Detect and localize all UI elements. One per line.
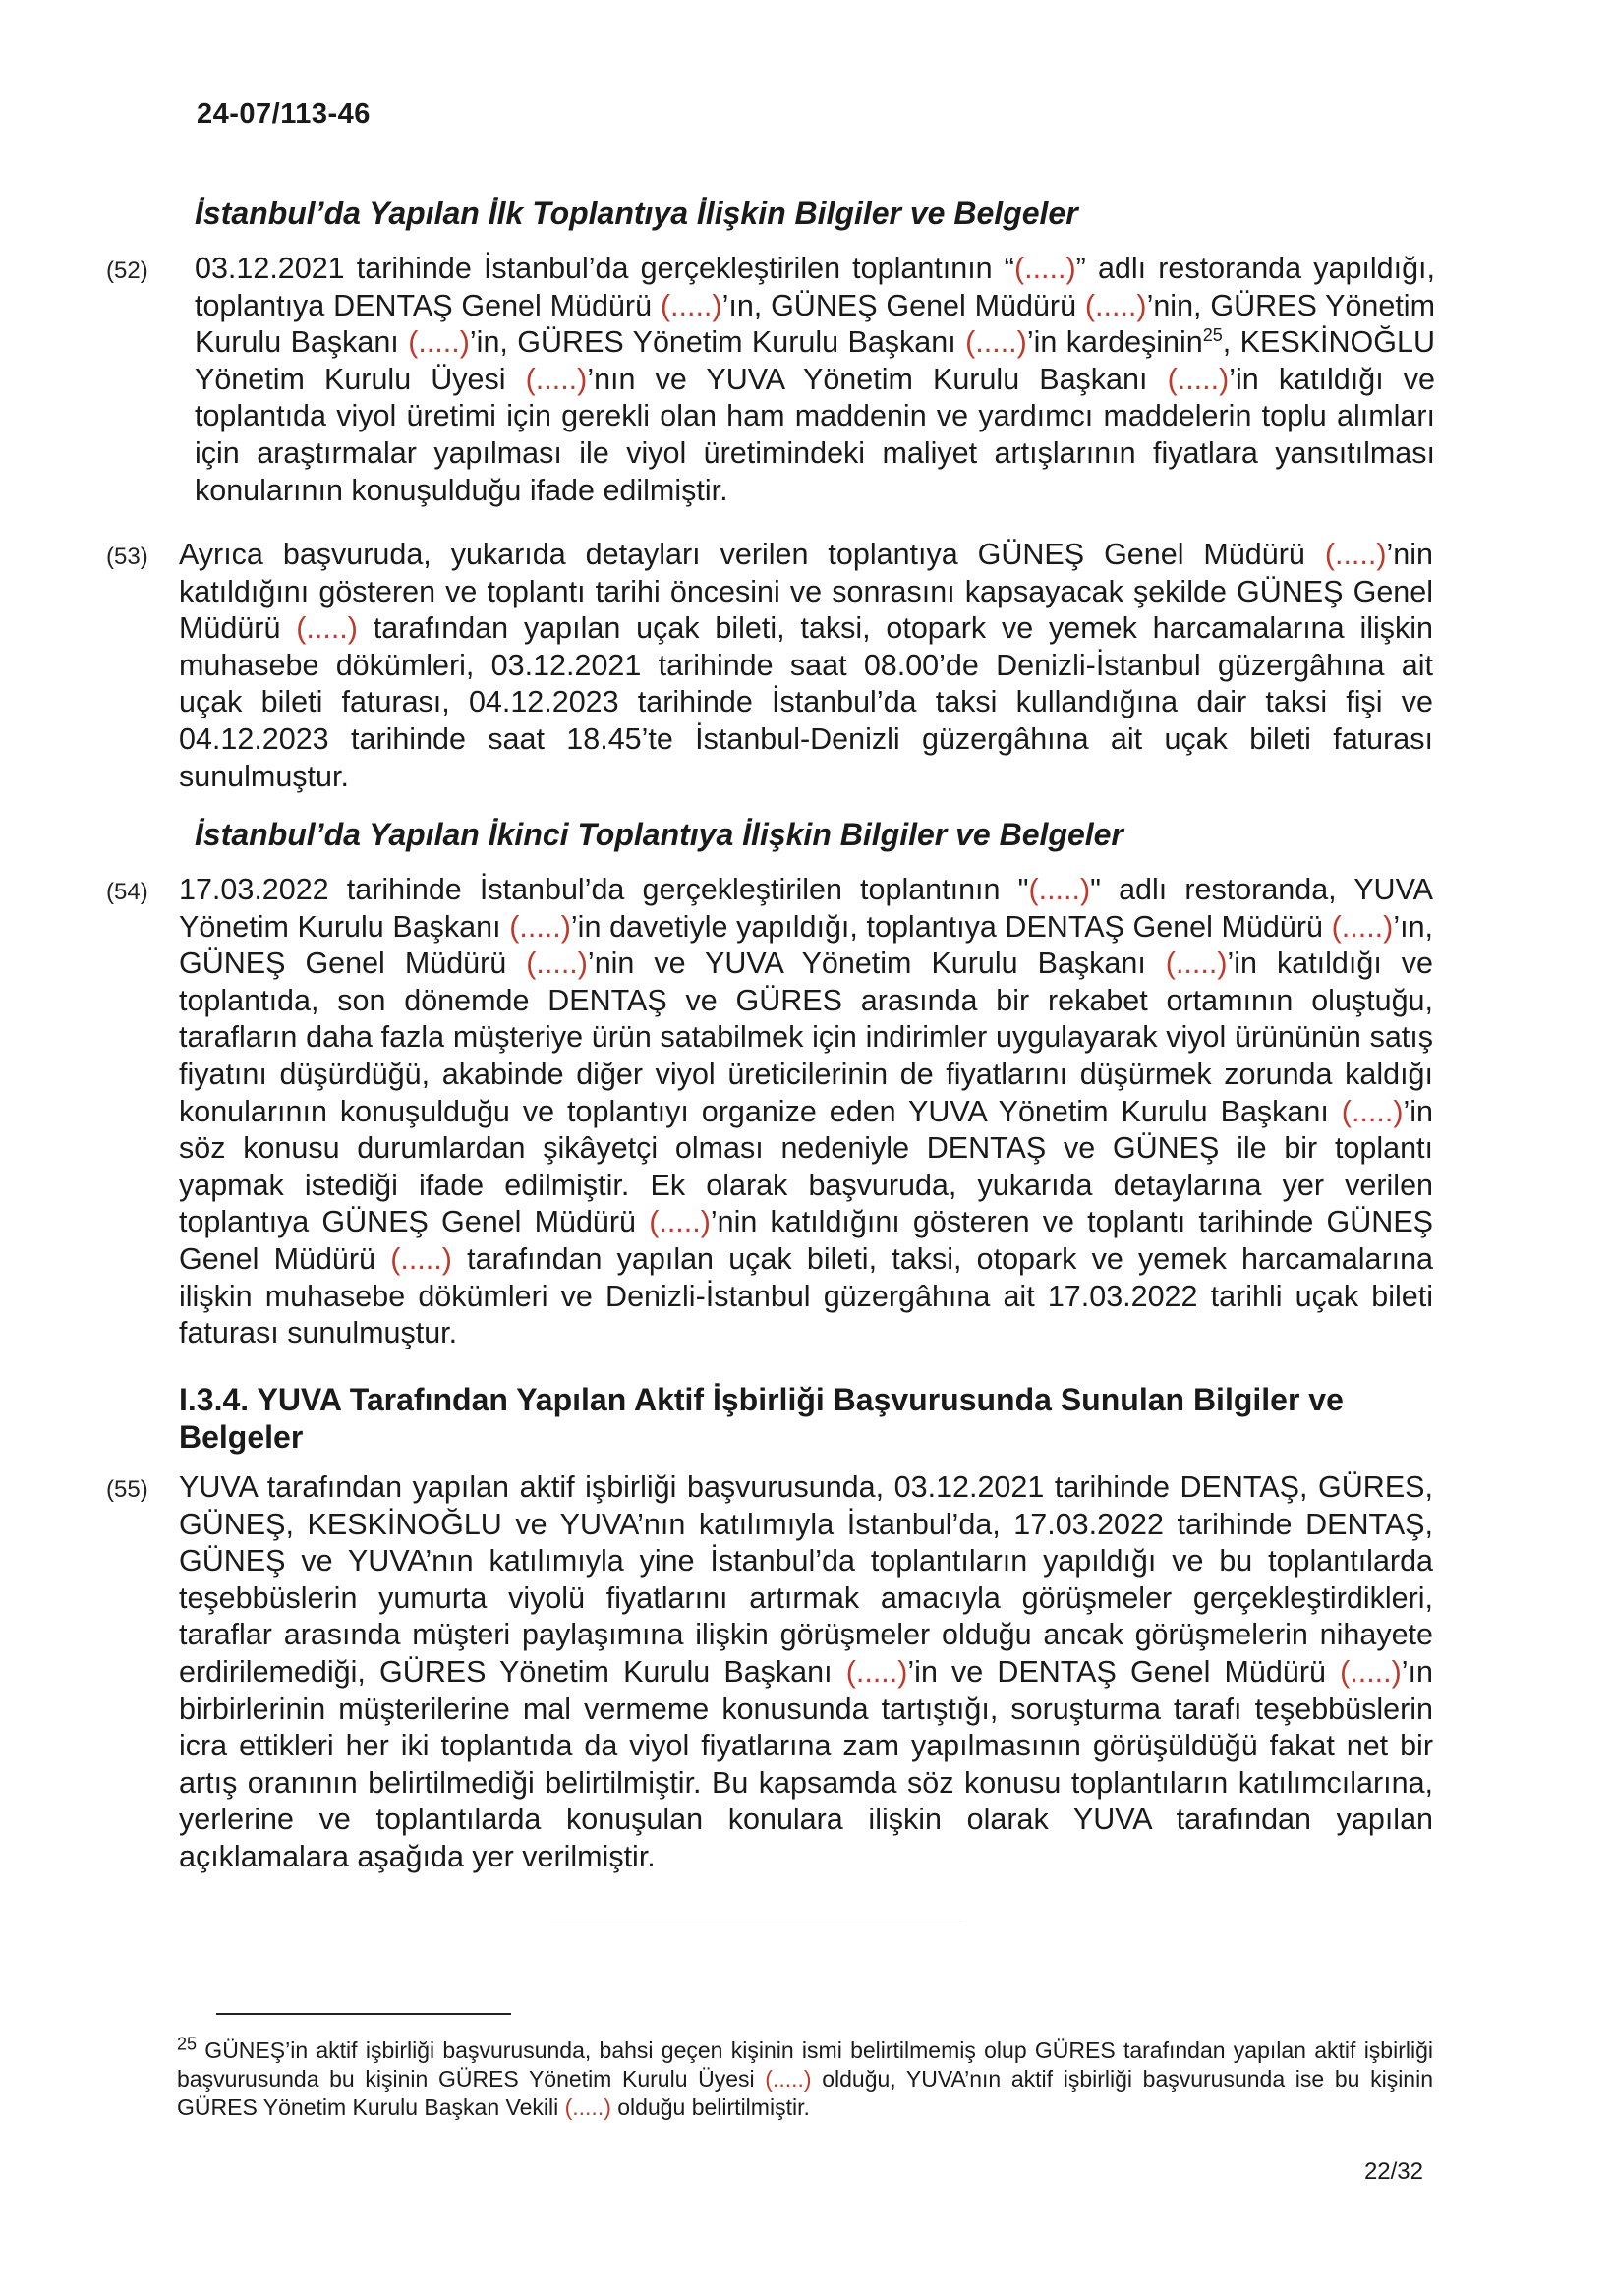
- redaction: (.....): [1324, 538, 1387, 571]
- redaction: (.....): [296, 611, 358, 646]
- second-meeting-heading: İstanbul’da Yapılan İkinci Toplantıya İlişkin Bilgiler ve Belgeler: [195, 817, 1123, 852]
- paragraph-52: 03.12.2021 tarihinde İstanbul’da gerçekleştirilen toplantının “(.....)” adlı restoranda yapıldığı, toplantıya DENTAŞ Genel Müdürü (.....)’ın, GÜNEŞ Genel Müdürü (.....)’nin, GÜRES Yönetim Kurulu Başkanı (.....)’in, GÜRES Yönetim Kurulu Başkanı (.....)’in kardeşinin$^{25}$, KESKİNOĞLU Yönetim Kurulu Üyesi (.....)’nın ve YUVA Yönetim Kurulu Başkanı (.....)’in katıldığı ve toplantıda viyol üretimi için gerekli olan ham maddenin ve yardımcı maddelerin toplu alımları için araştırmalar yapılması ile viyol üretimindeki maliyet artışlarının fiyatlara yansıtılması konularının konuşulduğu ifade edilmiştir.: [195, 252, 1436, 507]
- paragraph-number-52: (52): [106, 258, 148, 284]
- yuva-section-heading: I.3.4. YUVA Tarafından Yapılan Aktif İşbirliği Başvurusunda Sunulan Bilgiler ve Belgeler: [179, 1382, 1344, 1455]
- redaction: (.....): [1341, 1094, 1404, 1128]
- footnote-reference: 25: [1202, 325, 1223, 346]
- redaction: (.....): [564, 2095, 611, 2120]
- redaction: (.....): [509, 909, 571, 944]
- redaction: (.....): [965, 325, 1027, 360]
- redaction: (.....): [660, 288, 722, 322]
- page-number: 22/32: [1363, 2158, 1423, 2185]
- footnote-25: $^{25}$ GÜNEŞ’in aktif işbirliği başvurusunda, bahsi geçen kişinin ismi belirtilmemiş olup GÜRES tarafından yapılan aktif işbirliği başvurusunda bu kişinin GÜRES Yönetim Kurulu Üyesi (.....) olduğu, YUVA’nın aktif işbirliği başvurusunda ise bu kişinin GÜRES Yönetim Kurulu Başkan Vekili (.....) olduğu belirtilmiştir.: [177, 2034, 1433, 2120]
- paragraph-number-55: (55): [106, 1476, 148, 1503]
- document-number: 24-07/113-46: [197, 98, 371, 130]
- redaction: (.....): [408, 325, 470, 360]
- redaction: (.....): [1013, 252, 1076, 285]
- paragraph-number-53: (53): [106, 544, 148, 570]
- paragraph-55: YUVA tarafından yapılan aktif işbirliği başvurusunda, 03.12.2021 tarihinde DENTAŞ, GÜRES, GÜNEŞ, KESKİNOĞLU ve YUVA’nın katılımıyla İstanbul’da, 17.03.2022 tarihinde DENTAŞ, GÜNEŞ ve YUVA’nın katılımıyla yine İstanbul’da toplantıların yapıldığı ve bu toplantılarda teşebbüslerin yumurta viyolü fiyatlarını artırmak amacıyla görüşmeler gerçekleştirdikleri, taraflar arasında müşteri paylaşımına ilişkin görüşmeler olduğu ancak görüşmelerin nihayete erdirilemediği, GÜRES Yönetim Kurulu Başkanı (.....)’in ve DENTAŞ Genel Müdürü (.....)’ın birbirlerinin müşterilerine mal vermeme konusunda tartıştığı, soruşturma tarafı teşebbüslerin icra ettikleri her iki toplantıda da viyol fiyatlarına zam yapılmasının görüşüldüğü fakat net bir artış oranının belirtilmediği belirtilmiştir. Bu kapsamda söz konusu toplantıların katılımcılarına, yerlerine ve toplantılarda konuşulan konulara ilişkin olarak YUVA tarafından yapılan açıklamalara aşağıda yer verilmiştir.: [179, 1470, 1433, 1873]
- redaction: (.....): [1084, 288, 1147, 322]
- redaction: (.....): [1165, 947, 1228, 981]
- redaction: (.....): [765, 2066, 812, 2092]
- redaction: (.....): [525, 362, 588, 396]
- paragraph-53: Ayrıca başvuruda, yukarıda detayları verilen toplantıya GÜNEŞ Genel Müdürü (.....)’nin katıldığını gösteren ve toplantı tarihi öncesini ve sonrasını kapsayacak şekilde GÜNEŞ Genel Müdürü (.....) tarafından yapılan uçak bileti, taksi, otopark ve yemek harcamalarına ilişkin muhasebe dökümleri, 03.12.2021 tarihinde saat 08.00’de Denizli-İstanbul güzergâhına ait uçak bileti faturası, 04.12.2023 tarihinde İstanbul’da taksi kullandığına dair taksi fişi ve 04.12.2023 tarihinde saat 18.45’te İstanbul-Denizli güzergâhına ait uçak bileti faturası sunulmuştur.: [179, 538, 1434, 793]
- first-meeting-heading: İstanbul’da Yapılan İlk Toplantıya İlişkin Bilgiler ve Belgeler: [195, 196, 1078, 231]
- redaction: (.....): [1167, 362, 1230, 396]
- redaction: (.....): [1331, 909, 1394, 944]
- redaction: (.....): [390, 1241, 452, 1276]
- paragraph-number-54: (54): [106, 879, 148, 905]
- paragraph-54: 17.03.2022 tarihinde İstanbul’da gerçekleştirilen toplantının "(.....)" adlı restoranda, YUVA Yönetim Kurulu Başkanı (.....)’in davetiyle yapıldığı, toplantıya DENTAŞ Genel Müdürü (.....)’ın, GÜNEŞ Genel Müdürü (.....)’nin ve YUVA Yönetim Kurulu Başkanı (.....)’in katıldığı ve toplantıda, son dönemde DENTAŞ ve GÜRES arasında bir rekabet ortamının oluştuğu, tarafların daha fazla müşteriye ürün satabilmek için indirimler uygulayarak viyol ürününün satış fiyatını düşürdüğü, akabinde diğer viyol üreticilerinin de fiyatlarını düşürmek zorunda kaldığı konularının konuşulduğu ve toplantıyı organize eden YUVA Yönetim Kurulu Başkanı (.....)’in söz konusu durumlardan şikâyetçi olması nedeniyle DENTAŞ ve GÜNEŞ ile bir toplantı yapmak istediği ifade edilmiştir. Ek olarak başvuruda, yukarıda detaylarına yer verilen toplantıya GÜNEŞ Genel Müdürü (.....)’nin katıldığını gösteren ve toplantı tarihinde GÜNEŞ Genel Müdürü (.....) tarafından yapılan uçak bileti, taksi, otopark ve yemek harcamalarına ilişkin muhasebe dökümleri ve Denizli-İstanbul güzergâhına ait 17.03.2022 tarihli uçak bileti faturası sunulmuştur.: [179, 873, 1433, 1350]
- footnote-number: 25: [177, 2034, 198, 2054]
- redaction: (.....): [649, 1205, 711, 1239]
- footnote-separator: [216, 2013, 511, 2015]
- redaction: (.....): [1028, 873, 1091, 906]
- redaction: (.....): [1340, 1654, 1402, 1689]
- redaction: (.....): [526, 947, 588, 981]
- redaction: (.....): [845, 1654, 908, 1689]
